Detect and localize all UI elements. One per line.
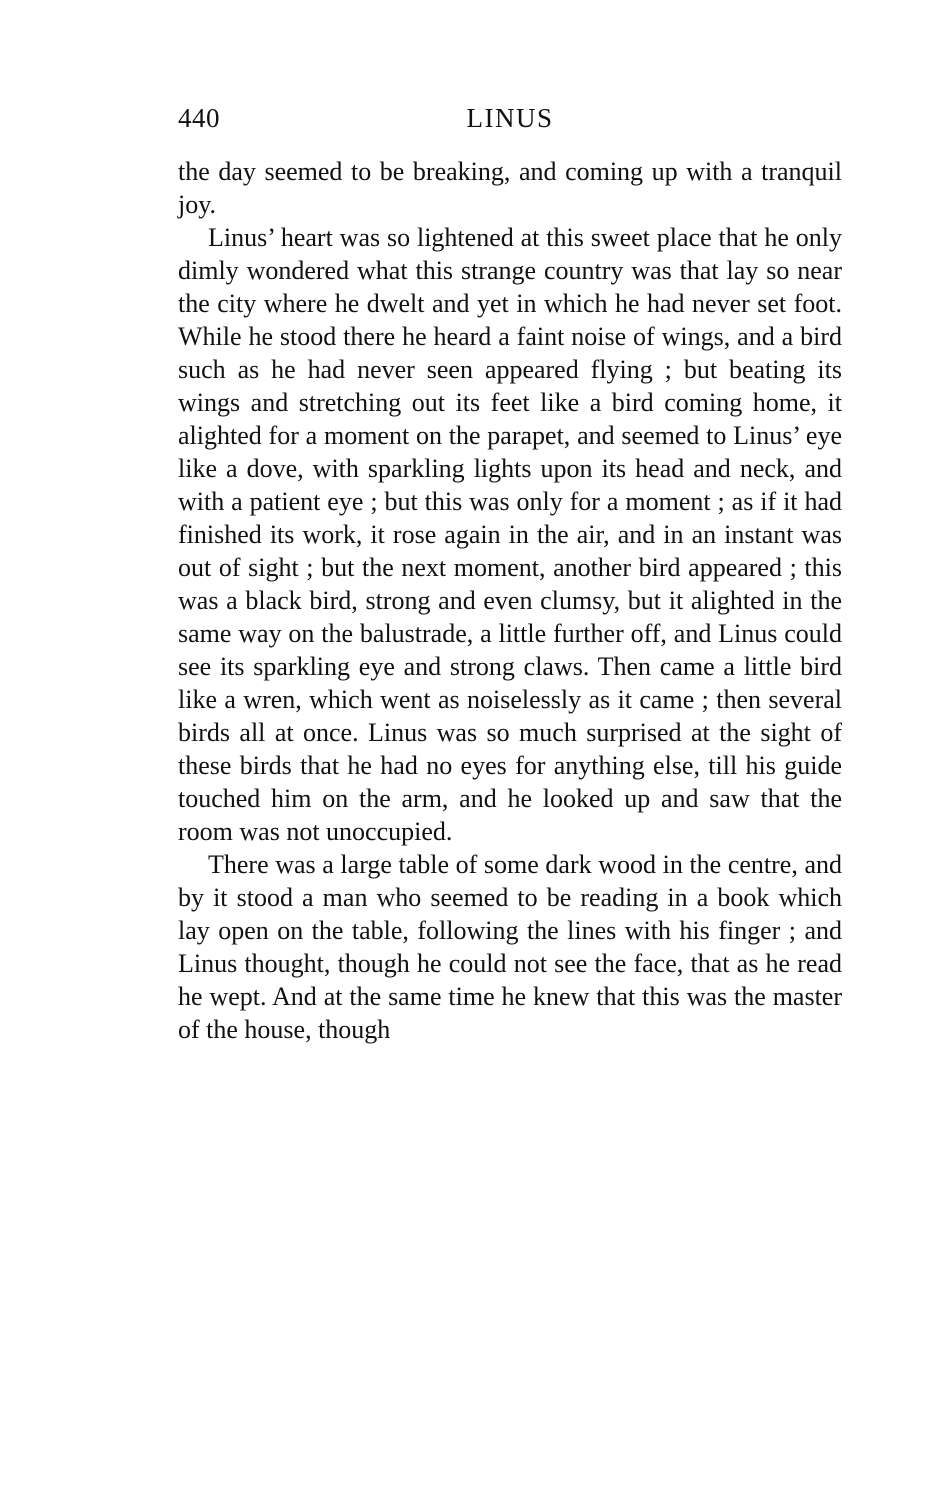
running-title: LINUS (466, 103, 554, 133)
paragraph-master: There was a large table of some dark wood in the centre, and by it stood a man who seemed to be reading in a book which lay open on the table, following the lines with his finger ; and Linus thought, though he could not see the face, that as he read he wept. And at the same time he knew that this was the master of the house, though (178, 850, 842, 1044)
body-text (178, 155, 842, 1046)
paragraph-continuation: the day seemed to be breaking, and coming up with a tranquil joy. (178, 157, 842, 219)
running-head (178, 98, 842, 138)
page-number: 440 (178, 103, 220, 133)
paragraph-birds: Linus’ heart was so lightened at this sweet place that he only dimly wondered what this strange country was that lay so near the city where he dwelt and yet in which he had never set foot. While he stood there he heard a faint noise of wings, and a bird such as he had never seen appeared flying ; but beating its wings and stretching out its feet like a bird coming home, it alighted for a moment on the parapet, and seemed to Linus’ eye like a dove, with sparkling lights upon its head and neck, and with a patient eye ; but this was only for a moment ; as if it had finished its work, it rose again in the air, and in an instant was out of sight ; but the next moment, another bird appeared ; this was a black bird, strong and even clumsy, but it alighted in the same way on the balustrade, a little further off, and Linus could see its sparkling eye and strong claws. Then came a little bird like a wren, which went as noiselessly as it came ; then several birds all at once. Linus was so much surprised at the sight of these birds that he had no eyes for anything else, till his guide touched him on the arm, and he looked up and saw that the room was not unoccupied. (178, 223, 842, 846)
